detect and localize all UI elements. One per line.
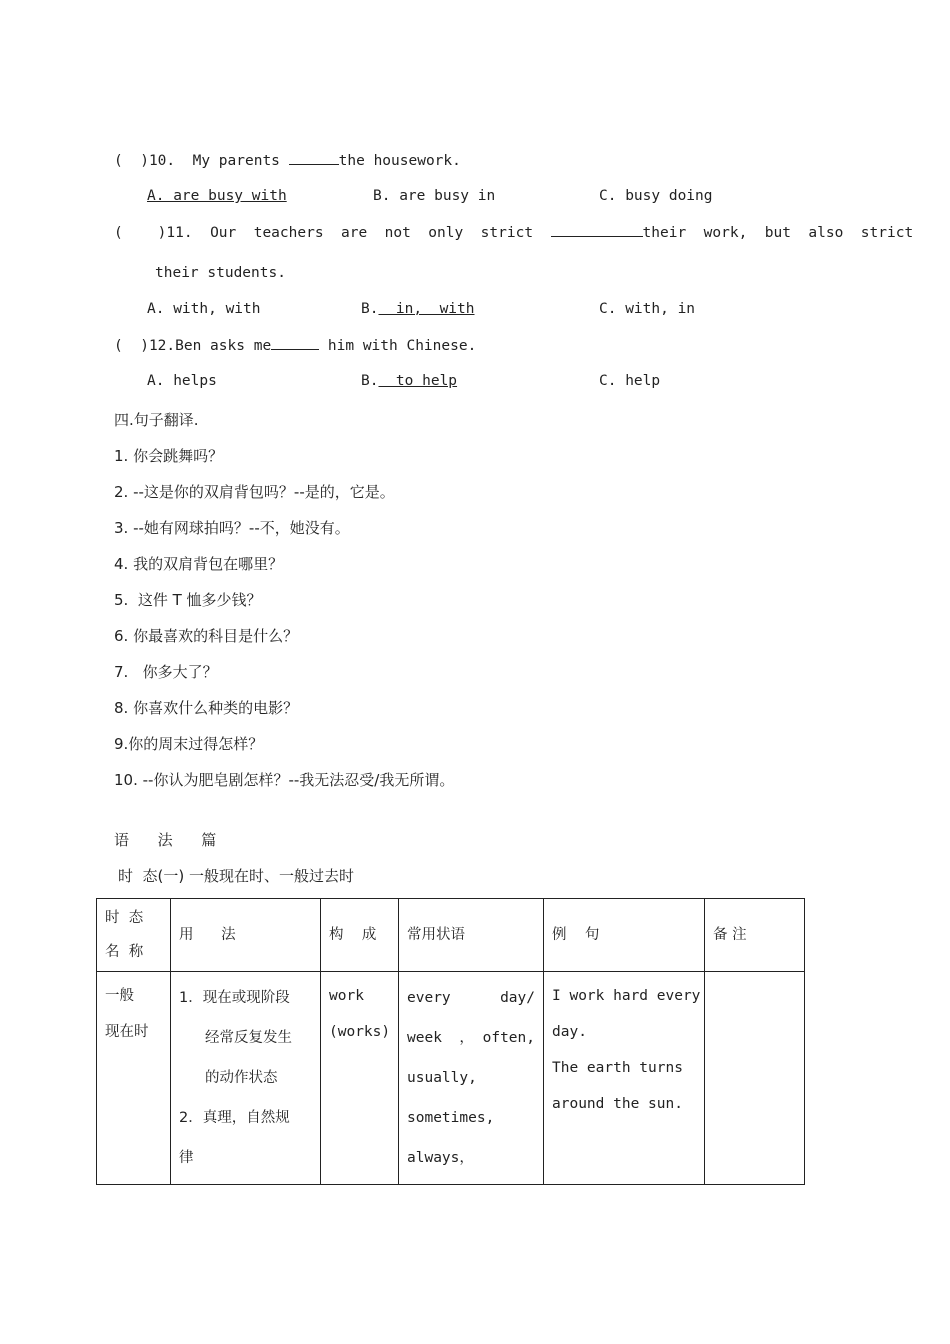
option-b <box>361 301 475 317</box>
option-letter: B. <box>361 301 379 317</box>
question-text: Ben asks me <box>175 338 272 354</box>
translation-item: 9.你的周末过得怎样？ <box>114 735 264 753</box>
usage-line: 经常反复发生 <box>205 1030 292 1046</box>
cell-tense <box>97 972 171 1185</box>
usage-line: 1．现在或现阶段 <box>179 990 290 1006</box>
question-number: 10. <box>148 153 176 169</box>
question-text-end: him with Chinese. <box>327 338 477 354</box>
translation-item: 4. 我的双肩背包在哪里？ <box>114 555 284 573</box>
question-11 <box>114 224 913 241</box>
adverbial-word: week ， <box>407 1030 474 1046</box>
answer-paren-close: ) <box>140 153 149 169</box>
tense-line1: 一般 <box>105 988 134 1004</box>
tense-table <box>96 898 805 1185</box>
adverbial-line: sometimes, <box>407 1110 495 1126</box>
header-tense-line1: 时 态 <box>105 910 144 926</box>
question-11-continued: their students. <box>155 265 286 281</box>
usage-line: 律 <box>179 1150 194 1166</box>
adverbial-line <box>407 978 535 1018</box>
adverbial-line: always， <box>407 1150 474 1166</box>
usage-line: 2．真理，自然规 <box>179 1110 290 1126</box>
option-a: A. with, with <box>147 301 261 317</box>
header-example: 例 句 <box>544 899 705 972</box>
answer-blank <box>271 337 319 350</box>
header-usage: 用 法 <box>171 899 321 972</box>
usage-line: 的动作状态 <box>205 1070 278 1086</box>
answer-paren-close: ) <box>140 338 149 354</box>
grammar-subtitle: 时 态(一) 一般现在时、一般过去时 <box>118 867 355 885</box>
table-header-row <box>97 899 805 972</box>
section-title: 四.句子翻译. <box>114 411 199 429</box>
adverbial-word: often, <box>482 1030 535 1046</box>
cell-usage <box>171 972 321 1185</box>
option-c: C. busy doing <box>599 188 713 204</box>
form-line: (works) <box>329 1024 391 1040</box>
answer-paren-close: ) <box>157 225 167 241</box>
header-remark: 备 注 <box>705 899 805 972</box>
example-line: day. <box>552 1024 587 1040</box>
translation-item: 6. 你最喜欢的科目是什么？ <box>114 627 299 645</box>
translation-item: 8. 你喜欢什么种类的电影？ <box>114 699 299 717</box>
answer-paren-open: ( <box>114 153 123 169</box>
table-row <box>97 972 805 1185</box>
option-b <box>361 373 457 389</box>
question-text: Our teachers are not only strict <box>210 225 534 241</box>
option-c: C. with, in <box>599 301 696 317</box>
answer-blank <box>289 152 339 165</box>
cell-remark <box>705 972 805 1185</box>
option-text: in, with <box>378 301 475 317</box>
adverbial-line <box>407 1018 535 1058</box>
adverbial-line: usually, <box>407 1070 477 1086</box>
example-line: The earth turns <box>552 1060 683 1076</box>
question-text-end: the housework. <box>338 153 461 169</box>
header-adverbials: 常用状语 <box>399 899 544 972</box>
cell-example <box>544 972 705 1185</box>
answer-paren-open: ( <box>114 225 123 241</box>
question-number: 11. <box>166 225 193 241</box>
translation-item: 7. 你多大了？ <box>114 663 218 681</box>
header-form: 构 成 <box>321 899 399 972</box>
translation-item: 1. 你会跳舞吗？ <box>114 447 224 465</box>
header-tense <box>97 899 171 972</box>
question-10 <box>114 152 461 169</box>
form-line: work <box>329 988 364 1004</box>
adverbial-word: every <box>407 990 451 1006</box>
header-tense-line2: 名 称 <box>105 944 144 960</box>
option-b: B. are busy in <box>373 188 496 204</box>
question-12 <box>114 337 476 354</box>
answer-blank <box>551 224 643 237</box>
option-text: to help <box>378 373 458 389</box>
translation-item: 10. --你认为肥皂剧怎样？--我无法忍受/我无所谓。 <box>114 771 455 789</box>
cell-form <box>321 972 399 1185</box>
option-a: A. helps <box>147 373 217 389</box>
option-c: C. help <box>599 373 661 389</box>
question-number: 12. <box>148 338 176 354</box>
example-line: around the sun. <box>552 1096 683 1112</box>
example-line: I work hard every <box>552 988 701 1004</box>
adverbial-word: day/ <box>500 990 535 1006</box>
grammar-title: 语 法 篇 <box>114 831 217 849</box>
option-letter: B. <box>361 373 379 389</box>
translation-item: 3. --她有网球拍吗？--不，她没有。 <box>114 519 350 537</box>
answer-paren-open: ( <box>114 338 123 354</box>
cell-adverbials <box>399 972 544 1185</box>
translation-item: 2. --这是你的双肩背包吗？--是的，它是。 <box>114 483 395 501</box>
translation-item: 5. 这件 T 恤多少钱？ <box>114 591 262 609</box>
question-text: My parents <box>192 153 280 169</box>
question-text-end: their work, but also strict <box>642 225 914 241</box>
tense-line2: 现在时 <box>105 1024 149 1040</box>
option-a: A. are busy with <box>147 188 287 204</box>
